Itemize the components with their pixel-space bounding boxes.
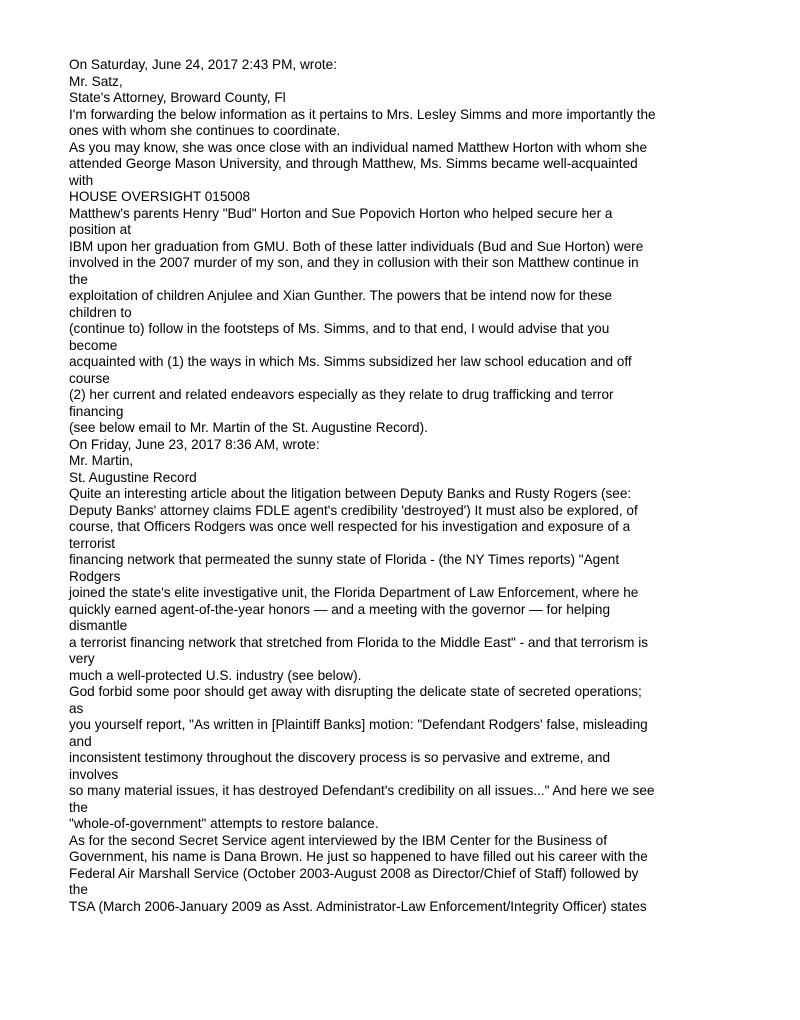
text-line: you yourself report, "As written in [Plaintiff Banks] motion: "Defendant Rodgers' false, misleading	[69, 717, 648, 732]
text-line: involves	[69, 766, 119, 782]
text-line: Quite an interesting article about the litigation between Deputy Banks and Rusty Rogers (see:	[69, 486, 632, 501]
text-line: inconsistent testimony throughout the discovery process is so pervasive and extreme, and	[69, 750, 611, 765]
text-line: and	[69, 733, 92, 749]
text-line: Mr. Satz,	[69, 73, 123, 89]
text-line: a terrorist financing network that stretched from Florida to the Middle East" - and that terrorism is	[69, 634, 649, 650]
text-line: much a well-protected U.S. industry (see below).	[69, 667, 362, 683]
text-line: On Friday, June 23, 2017 8:36 AM, wrote:	[69, 436, 320, 452]
text-line: the	[69, 882, 88, 897]
text-line: acquainted with (1) the ways in which Ms. Simms subsidized her law school education and off	[69, 354, 632, 369]
text-line: St. Augustine Record	[69, 469, 197, 485]
text-line: the	[69, 271, 88, 287]
text-line: Rodgers	[69, 568, 121, 584]
text-line: become	[69, 337, 118, 353]
text-line: very	[69, 651, 95, 666]
text-line: the	[69, 799, 88, 815]
text-line: attended George Mason University, and through Matthew, Ms. Simms became well-acquainted	[69, 156, 638, 171]
text-line: (2) her current and related endeavors especially as they relate to drug trafficking and terror	[69, 387, 614, 402]
text-line: dismantle	[69, 618, 128, 633]
text-line: State's Attorney, Broward County, Fl	[69, 90, 286, 105]
text-line: Deputy Banks' attorney claims FDLE agent's credibility 'destroyed') It must also be explored, of	[69, 502, 638, 518]
text-line: position at	[69, 222, 131, 237]
text-line: On Saturday, June 24, 2017 2:43 PM, wrote:	[69, 57, 338, 72]
text-line: quickly earned agent-of-the-year honors — and a meeting with the governor — for helping	[69, 601, 611, 617]
text-line: HOUSE OVERSIGHT 015008	[69, 189, 251, 204]
text-line: IBM upon her graduation from GMU. Both of these latter individuals (Bud and Sue Horton) were	[69, 238, 644, 254]
text-line: course	[69, 370, 110, 386]
text-line: with	[69, 172, 94, 188]
text-line: Mr. Martin,	[69, 453, 134, 468]
text-line: (continue to) follow in the footsteps of Ms. Simms, and to that end, I would advise that you	[69, 321, 610, 336]
text-line: financing network that permeated the sunny state of Florida - (the NY Times reports) "Agent	[69, 552, 620, 567]
text-line: joined the state's elite investigative unit, the Florida Department of Law Enforcement, where he	[69, 585, 639, 600]
text-line: "whole-of-government" attempts to restore balance.	[69, 816, 379, 831]
text-line: children to	[69, 304, 132, 320]
text-line: exploitation of children Anjulee and Xian Gunther. The powers that be intend now for these	[69, 288, 613, 303]
text-line: God forbid some poor should get away with disrupting the delicate state of secreted operations;	[69, 684, 642, 699]
text-line: financing	[69, 403, 124, 419]
text-line: ones with whom she continues to coordinate.	[69, 123, 341, 138]
text-line: TSA (March 2006-January 2009 as Asst. Administrator-Law Enforcement/Integrity Officer) states	[69, 898, 647, 914]
email-text-body	[69, 57, 749, 915]
text-line: Federal Air Marshall Service (October 2003-August 2008 as Director/Chief of Staff) followed by	[69, 865, 639, 881]
text-line: As for the second Secret Service agent interviewed by the IBM Center for the Business of	[69, 832, 607, 848]
text-line: Government, his name is Dana Brown. He just so happened to have filled out his career with the	[69, 849, 648, 864]
text-line: I'm forwarding the below information as it pertains to Mrs. Lesley Simms and more importantly the	[69, 106, 656, 122]
text-line: terrorist	[69, 535, 116, 551]
text-line: (see below email to Mr. Martin of the St. Augustine Record).	[69, 420, 428, 435]
text-line: involved in the 2007 murder of my son, and they in collusion with their son Matthew continue in	[69, 255, 639, 270]
text-line: so many material issues, it has destroyed Defendant's credibility on all issues..." And here we see	[69, 783, 655, 798]
text-line: course, that Officers Rodgers was once well respected for his investigation and exposure of a	[69, 519, 631, 534]
text-line: As you may know, she was once close with an individual named Matthew Horton with whom she	[69, 139, 648, 155]
text-line: Matthew's parents Henry "Bud" Horton and Sue Popovich Horton who helped secure her a	[69, 205, 613, 221]
text-line: as	[69, 700, 84, 716]
